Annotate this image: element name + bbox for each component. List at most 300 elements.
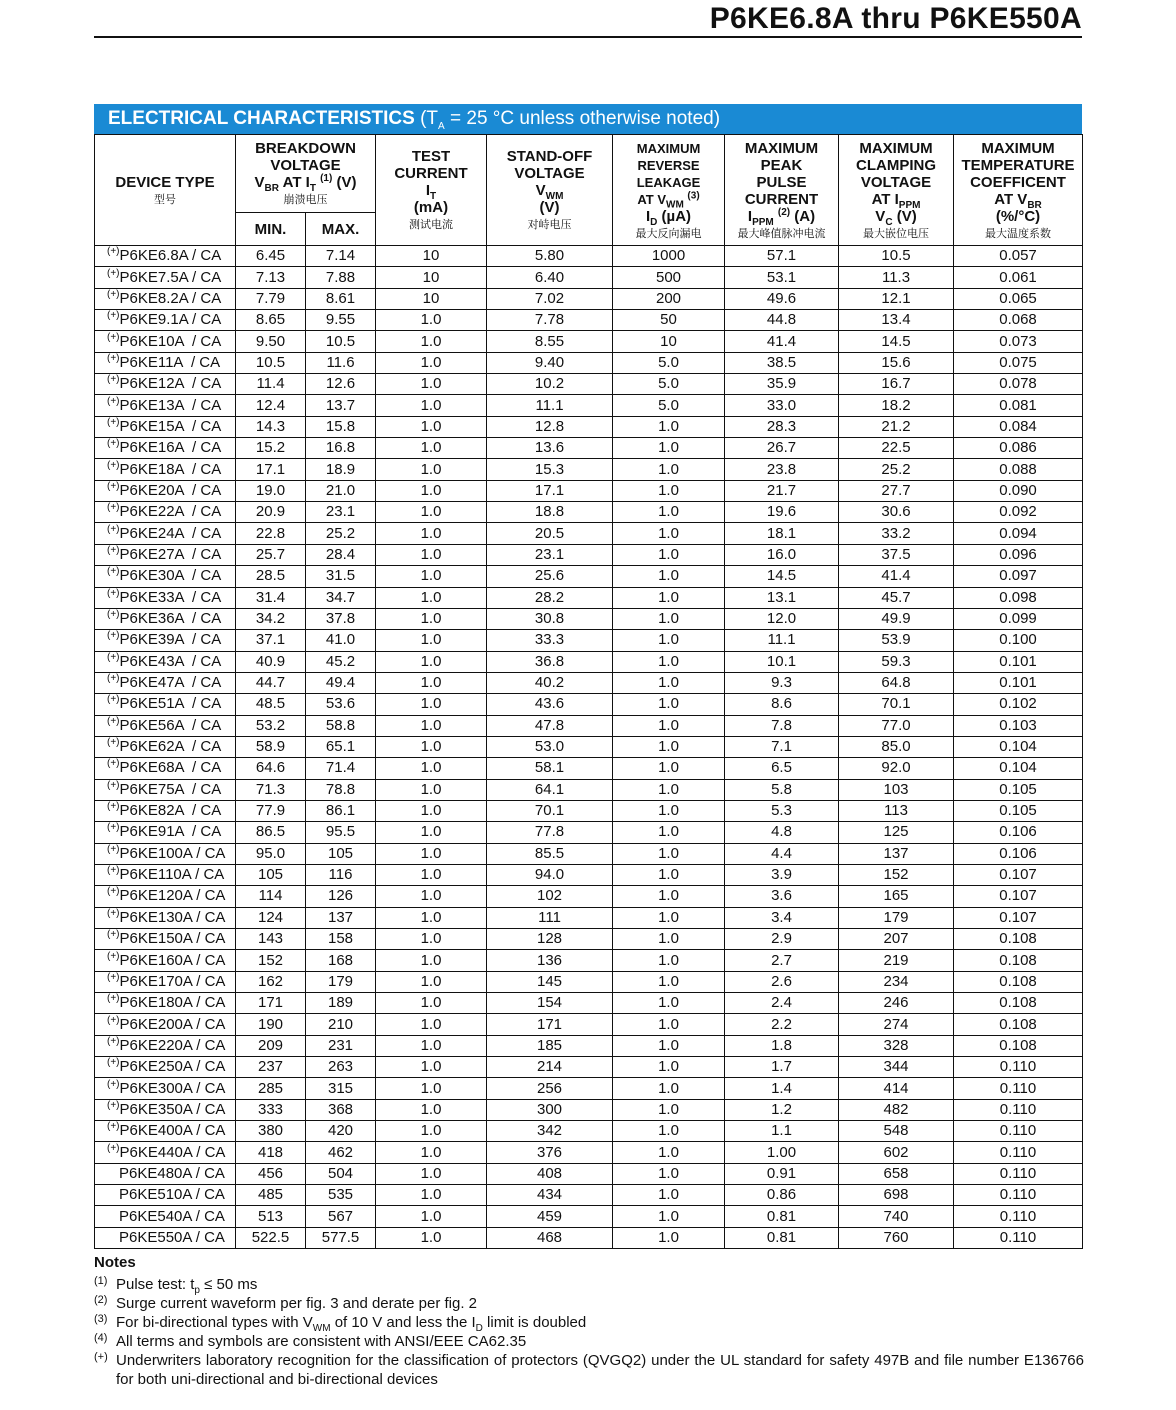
cell-vc: 41.4 [839, 566, 954, 587]
cell-tc: 0.057 [954, 246, 1083, 267]
table-row [95, 651, 1083, 672]
device-name: P6KE75A / CA [119, 780, 222, 798]
cell-tc: 0.101 [954, 651, 1083, 672]
cell-vwm: 102 [487, 886, 613, 907]
table-row [95, 1142, 1083, 1163]
device-name: P6KE51A / CA [119, 695, 222, 713]
cell-tc: 0.098 [954, 587, 1083, 608]
cell-vc: 10.5 [839, 246, 954, 267]
cell-id: 1.0 [613, 672, 725, 693]
cell-max: 95.5 [306, 822, 376, 843]
cell-it: 1.0 [376, 587, 487, 608]
cell-min: 28.5 [236, 566, 306, 587]
cell-vwm: 376 [487, 1142, 613, 1163]
cell-max: 37.8 [306, 608, 376, 629]
note-1: (1) Pulse test: $t_p \le 50$ ms [94, 1275, 258, 1296]
cell-device-type [95, 929, 236, 950]
cell-it: 1.0 [376, 502, 487, 523]
cell-vwm: 13.6 [487, 438, 613, 459]
cell-ippm: 41.4 [725, 331, 839, 352]
cell-id: 200 [613, 288, 725, 309]
cell-max: 53.6 [306, 694, 376, 715]
cell-device-type [95, 800, 236, 821]
cell-id: 1.0 [613, 566, 725, 587]
cell-min: 7.13 [236, 267, 306, 288]
table-row [95, 1035, 1083, 1056]
table-row [95, 971, 1083, 992]
cell-id: 1.0 [613, 1057, 725, 1078]
ul-mark: (+) [107, 374, 120, 386]
cell-it: 1.0 [376, 608, 487, 629]
note-2: (2) Surge current waveform per fig. 3 and derate per fig. 2 [94, 1294, 478, 1312]
cell-ippm: 53.1 [725, 267, 839, 288]
cell-min: 105 [236, 864, 306, 885]
cell-device-type [95, 843, 236, 864]
cell-it: 1.0 [376, 395, 487, 416]
cell-id: 1.0 [613, 523, 725, 544]
header-clamping-voltage: MAXIMUM CLAMPING VOLTAGE AT $I_{PPM}$ $V_C$ (V) 最大嵌位电压 [839, 135, 954, 246]
cell-max: 116 [306, 864, 376, 885]
cell-vwm: 128 [487, 929, 613, 950]
table-row [95, 1057, 1083, 1078]
cell-it: 1.0 [376, 1206, 487, 1227]
cell-it: 1.0 [376, 544, 487, 565]
cell-device-type [95, 246, 236, 267]
cell-device-type [95, 1121, 236, 1142]
cell-ippm: 26.7 [725, 438, 839, 459]
cell-vwm: 171 [487, 1014, 613, 1035]
ul-mark: (+) [107, 1057, 120, 1069]
cell-device-type [95, 267, 236, 288]
cell-max: 577.5 [306, 1227, 376, 1248]
cell-ippm: 3.9 [725, 864, 839, 885]
cell-ippm: 0.81 [725, 1206, 839, 1227]
cell-max: 9.55 [306, 310, 376, 331]
cell-tc: 0.110 [954, 1099, 1083, 1120]
device-name: P6KE150A / CA [119, 930, 226, 948]
device-name: P6KE10A / CA [119, 332, 222, 350]
ul-mark: (+) [107, 737, 120, 749]
ul-mark: (+) [107, 480, 120, 492]
cell-it: 1.0 [376, 971, 487, 992]
cell-min: 152 [236, 950, 306, 971]
cell-device-type [95, 416, 236, 437]
cell-min: 40.9 [236, 651, 306, 672]
cell-tc: 0.101 [954, 672, 1083, 693]
cell-it: 1.0 [376, 523, 487, 544]
cell-id: 1.0 [613, 1035, 725, 1056]
cell-vwm: 20.5 [487, 523, 613, 544]
cell-it: 1.0 [376, 886, 487, 907]
cell-min: 171 [236, 993, 306, 1014]
ul-mark: (+) [107, 822, 120, 834]
header-test-current: TEST CURRENT $I_T$ (mA) 测试电流 [376, 135, 487, 246]
cell-ippm: 18.1 [725, 523, 839, 544]
device-name: P6KE250A / CA [119, 1058, 226, 1076]
ul-mark: (+) [107, 971, 120, 983]
device-name: P6KE24A / CA [119, 524, 222, 542]
cell-device-type [95, 1227, 236, 1248]
ul-mark: (+) [107, 438, 120, 450]
cell-ippm: 5.8 [725, 779, 839, 800]
cell-it: 1.0 [376, 1163, 487, 1184]
cell-tc: 0.061 [954, 267, 1083, 288]
cell-vc: 602 [839, 1142, 954, 1163]
device-name: P6KE550A / CA [119, 1228, 225, 1246]
cell-min: 20.9 [236, 502, 306, 523]
cell-device-type [95, 459, 236, 480]
cell-ippm: 4.4 [725, 843, 839, 864]
cell-vwm: 145 [487, 971, 613, 992]
cell-max: 8.61 [306, 288, 376, 309]
cell-vc: 18.2 [839, 395, 954, 416]
cell-tc: 0.108 [954, 971, 1083, 992]
cell-vc: 92.0 [839, 758, 954, 779]
cell-min: 37.1 [236, 630, 306, 651]
device-name: P6KE27A / CA [119, 545, 222, 563]
cell-id: 5.0 [613, 374, 725, 395]
cell-it: 1.0 [376, 1014, 487, 1035]
table-row [95, 352, 1083, 373]
cell-vwm: 33.3 [487, 630, 613, 651]
cell-it: 1.0 [376, 416, 487, 437]
cell-max: 18.9 [306, 459, 376, 480]
cell-device-type [95, 651, 236, 672]
device-name: P6KE39A / CA [119, 631, 222, 649]
cell-tc: 0.084 [954, 416, 1083, 437]
cell-device-type [95, 1185, 236, 1206]
cell-vc: 125 [839, 822, 954, 843]
cell-id: 1.0 [613, 1142, 725, 1163]
device-name: P6KE36A / CA [119, 610, 222, 628]
cell-max: 420 [306, 1121, 376, 1142]
cell-id: 1.0 [613, 630, 725, 651]
cell-min: 10.5 [236, 352, 306, 373]
cell-max: 315 [306, 1078, 376, 1099]
cell-it: 1.0 [376, 352, 487, 373]
cell-vc: 12.1 [839, 288, 954, 309]
cell-id: 1.0 [613, 1099, 725, 1120]
cell-tc: 0.110 [954, 1227, 1083, 1248]
cell-vc: 16.7 [839, 374, 954, 395]
table-banner [94, 104, 1082, 134]
device-name: P6KE13A / CA [119, 396, 222, 414]
cell-id: 1.0 [613, 1121, 725, 1142]
cell-id: 1.0 [613, 736, 725, 757]
header-standoff-voltage: STAND-OFF VOLTAGE $V_{WM}$ (V) 对峙电压 [487, 135, 613, 246]
cell-max: 7.14 [306, 246, 376, 267]
ul-mark: (+) [107, 865, 120, 877]
cell-tc: 0.108 [954, 929, 1083, 950]
cell-id: 1.0 [613, 502, 725, 523]
cell-min: 418 [236, 1142, 306, 1163]
cell-max: 58.8 [306, 715, 376, 736]
ul-mark: (+) [107, 544, 120, 556]
note-3: (3) For bi-directional types with $V_{WM}$ of 10 V and less the $I_D$ limit is doubled [94, 1313, 587, 1334]
table-row [95, 1078, 1083, 1099]
cell-vwm: 459 [487, 1206, 613, 1227]
cell-min: 485 [236, 1185, 306, 1206]
cell-id: 1.0 [613, 694, 725, 715]
ul-mark: (+) [107, 331, 120, 343]
cell-it: 1.0 [376, 758, 487, 779]
cell-tc: 0.108 [954, 993, 1083, 1014]
cell-max: 15.8 [306, 416, 376, 437]
cell-vwm: 300 [487, 1099, 613, 1120]
cell-device-type [95, 715, 236, 736]
cell-min: 11.4 [236, 374, 306, 395]
table-row [95, 480, 1083, 501]
ul-mark: (+) [107, 651, 120, 663]
cell-it: 1.0 [376, 651, 487, 672]
ul-mark: (+) [107, 566, 120, 578]
cell-min: 86.5 [236, 822, 306, 843]
device-name: P6KE56A / CA [119, 716, 222, 734]
ul-mark: (+) [107, 886, 120, 898]
cell-tc: 0.110 [954, 1057, 1083, 1078]
cell-min: 8.65 [236, 310, 306, 331]
cell-tc: 0.088 [954, 459, 1083, 480]
cell-tc: 0.110 [954, 1121, 1083, 1142]
page-title: P6KE6.8A thru P6KE550A [709, 2, 1082, 35]
cell-ippm: 19.6 [725, 502, 839, 523]
cell-vwm: 12.8 [487, 416, 613, 437]
cell-ippm: 1.00 [725, 1142, 839, 1163]
cell-id: 1.0 [613, 480, 725, 501]
cell-max: 86.1 [306, 800, 376, 821]
table-row [95, 800, 1083, 821]
cell-device-type [95, 886, 236, 907]
cell-id: 1.0 [613, 1227, 725, 1248]
ul-mark: (+) [107, 1099, 120, 1111]
cell-max: 16.8 [306, 438, 376, 459]
cell-ippm: 3.4 [725, 907, 839, 928]
cell-min: 190 [236, 1014, 306, 1035]
cell-tc: 0.106 [954, 822, 1083, 843]
table-row [95, 502, 1083, 523]
cell-vwm: 85.5 [487, 843, 613, 864]
cell-vc: 658 [839, 1163, 954, 1184]
cell-vwm: 25.6 [487, 566, 613, 587]
cell-max: 462 [306, 1142, 376, 1163]
cell-min: 58.9 [236, 736, 306, 757]
ul-mark: (+) [107, 267, 120, 279]
table-row [95, 1185, 1083, 1206]
cell-vwm: 408 [487, 1163, 613, 1184]
cell-ippm: 44.8 [725, 310, 839, 331]
ul-mark: (+) [107, 950, 120, 962]
cell-vc: 344 [839, 1057, 954, 1078]
cell-max: 34.7 [306, 587, 376, 608]
ul-mark: (+) [107, 1035, 120, 1047]
cell-it: 10 [376, 288, 487, 309]
cell-max: 45.2 [306, 651, 376, 672]
cell-ippm: 9.3 [725, 672, 839, 693]
cell-id: 1.0 [613, 929, 725, 950]
table-row [95, 736, 1083, 757]
cell-device-type [95, 523, 236, 544]
cell-max: 168 [306, 950, 376, 971]
cell-vwm: 77.8 [487, 822, 613, 843]
table-row [95, 1099, 1083, 1120]
cell-vc: 414 [839, 1078, 954, 1099]
cell-device-type [95, 1078, 236, 1099]
cell-vc: 14.5 [839, 331, 954, 352]
cell-id: 1.0 [613, 459, 725, 480]
cell-it: 1.0 [376, 1035, 487, 1056]
cell-vc: 13.4 [839, 310, 954, 331]
device-name: P6KE540A / CA [119, 1207, 225, 1225]
table-row [95, 630, 1083, 651]
banner-title: ELECTRICAL CHARACTERISTICS [108, 108, 415, 129]
device-name: P6KE47A / CA [119, 674, 222, 692]
cell-vc: 740 [839, 1206, 954, 1227]
cell-vwm: 43.6 [487, 694, 613, 715]
cell-vc: 27.7 [839, 480, 954, 501]
cell-min: 34.2 [236, 608, 306, 629]
cell-vc: 113 [839, 800, 954, 821]
cell-it: 1.0 [376, 566, 487, 587]
cell-id: 1.0 [613, 1078, 725, 1099]
table-row [95, 1014, 1083, 1035]
cell-id: 1.0 [613, 843, 725, 864]
cell-min: 380 [236, 1121, 306, 1142]
cell-id: 1.0 [613, 715, 725, 736]
cell-vc: 328 [839, 1035, 954, 1056]
device-name: P6KE110A / CA [119, 866, 225, 884]
cell-it: 1.0 [376, 1099, 487, 1120]
cell-id: 1.0 [613, 1206, 725, 1227]
table-row [95, 608, 1083, 629]
cell-tc: 0.097 [954, 566, 1083, 587]
cell-device-type [95, 587, 236, 608]
device-name: P6KE440A / CA [119, 1143, 226, 1161]
device-name: P6KE8.2A / CA [119, 289, 222, 307]
cell-ippm: 33.0 [725, 395, 839, 416]
device-name: P6KE20A / CA [119, 481, 222, 499]
cell-vc: 760 [839, 1227, 954, 1248]
cell-device-type [95, 907, 236, 928]
ul-mark: (+) [107, 694, 120, 706]
ul-mark: (+) [107, 907, 120, 919]
device-name: P6KE82A / CA [119, 802, 222, 820]
table-row [95, 1227, 1083, 1248]
cell-id: 1.0 [613, 587, 725, 608]
cell-it: 10 [376, 246, 487, 267]
cell-id: 1.0 [613, 950, 725, 971]
cell-min: 12.4 [236, 395, 306, 416]
cell-id: 1.0 [613, 779, 725, 800]
ul-mark: (+) [107, 673, 120, 685]
header-breakdown-voltage: BREAKDOWN VOLTAGE $V_{BR}$ AT $I_T$ $^{(1)}$ (V) 崩溃电压 [236, 135, 376, 213]
ul-mark: (+) [107, 1142, 120, 1154]
ul-mark: (+) [107, 352, 120, 364]
cell-tc: 0.110 [954, 1163, 1083, 1184]
table-row [95, 374, 1083, 395]
cell-it: 1.0 [376, 1185, 487, 1206]
cell-min: 25.7 [236, 544, 306, 565]
cell-id: 1.0 [613, 651, 725, 672]
cell-device-type [95, 1142, 236, 1163]
cell-ippm: 1.7 [725, 1057, 839, 1078]
cell-ippm: 13.1 [725, 587, 839, 608]
cell-vc: 77.0 [839, 715, 954, 736]
table-row [95, 566, 1083, 587]
cell-vwm: 53.0 [487, 736, 613, 757]
cell-id: 5.0 [613, 352, 725, 373]
cell-vwm: 10.2 [487, 374, 613, 395]
cell-max: 189 [306, 993, 376, 1014]
cell-ippm: 2.2 [725, 1014, 839, 1035]
cell-max: 7.88 [306, 267, 376, 288]
cell-device-type [95, 1163, 236, 1184]
device-name: P6KE510A / CA [119, 1186, 225, 1204]
cell-ippm: 11.1 [725, 630, 839, 651]
cell-min: 14.3 [236, 416, 306, 437]
table-row [95, 1121, 1083, 1142]
cell-max: 231 [306, 1035, 376, 1056]
cell-tc: 0.096 [954, 544, 1083, 565]
cell-min: 522.5 [236, 1227, 306, 1248]
cell-vwm: 185 [487, 1035, 613, 1056]
cell-tc: 0.108 [954, 1035, 1083, 1056]
device-name: P6KE9.1A / CA [119, 311, 222, 329]
ul-mark: (+) [107, 416, 120, 428]
cell-ippm: 8.6 [725, 694, 839, 715]
cell-vwm: 30.8 [487, 608, 613, 629]
cell-id: 50 [613, 310, 725, 331]
ul-mark: (+) [107, 310, 120, 322]
cell-tc: 0.100 [954, 630, 1083, 651]
ul-mark: (+) [107, 502, 120, 514]
cell-tc: 0.104 [954, 758, 1083, 779]
cell-it: 1.0 [376, 779, 487, 800]
cell-device-type [95, 694, 236, 715]
cell-vc: 15.6 [839, 352, 954, 373]
cell-vc: 33.2 [839, 523, 954, 544]
cell-id: 1.0 [613, 758, 725, 779]
cell-device-type [95, 993, 236, 1014]
cell-id: 1.0 [613, 886, 725, 907]
cell-vwm: 28.2 [487, 587, 613, 608]
cell-vwm: 47.8 [487, 715, 613, 736]
cell-vwm: 5.80 [487, 246, 613, 267]
cell-tc: 0.110 [954, 1185, 1083, 1206]
cell-min: 333 [236, 1099, 306, 1120]
cell-tc: 0.081 [954, 395, 1083, 416]
cell-max: 210 [306, 1014, 376, 1035]
table-row [95, 843, 1083, 864]
cell-ippm: 35.9 [725, 374, 839, 395]
table-row [95, 779, 1083, 800]
device-name: P6KE6.8A / CA [119, 247, 222, 265]
cell-tc: 0.090 [954, 480, 1083, 501]
device-name: P6KE30A / CA [119, 567, 222, 585]
cell-min: 71.3 [236, 779, 306, 800]
device-name: P6KE7.5A / CA [119, 268, 222, 286]
cell-min: 31.4 [236, 587, 306, 608]
cell-tc: 0.107 [954, 886, 1083, 907]
device-name: P6KE200A / CA [119, 1015, 226, 1033]
cell-tc: 0.107 [954, 864, 1083, 885]
cell-max: 504 [306, 1163, 376, 1184]
cell-it: 1.0 [376, 630, 487, 651]
ul-mark: (+) [107, 1014, 120, 1026]
cell-max: 10.5 [306, 331, 376, 352]
cell-vwm: 136 [487, 950, 613, 971]
cell-min: 209 [236, 1035, 306, 1056]
cell-it: 1.0 [376, 480, 487, 501]
